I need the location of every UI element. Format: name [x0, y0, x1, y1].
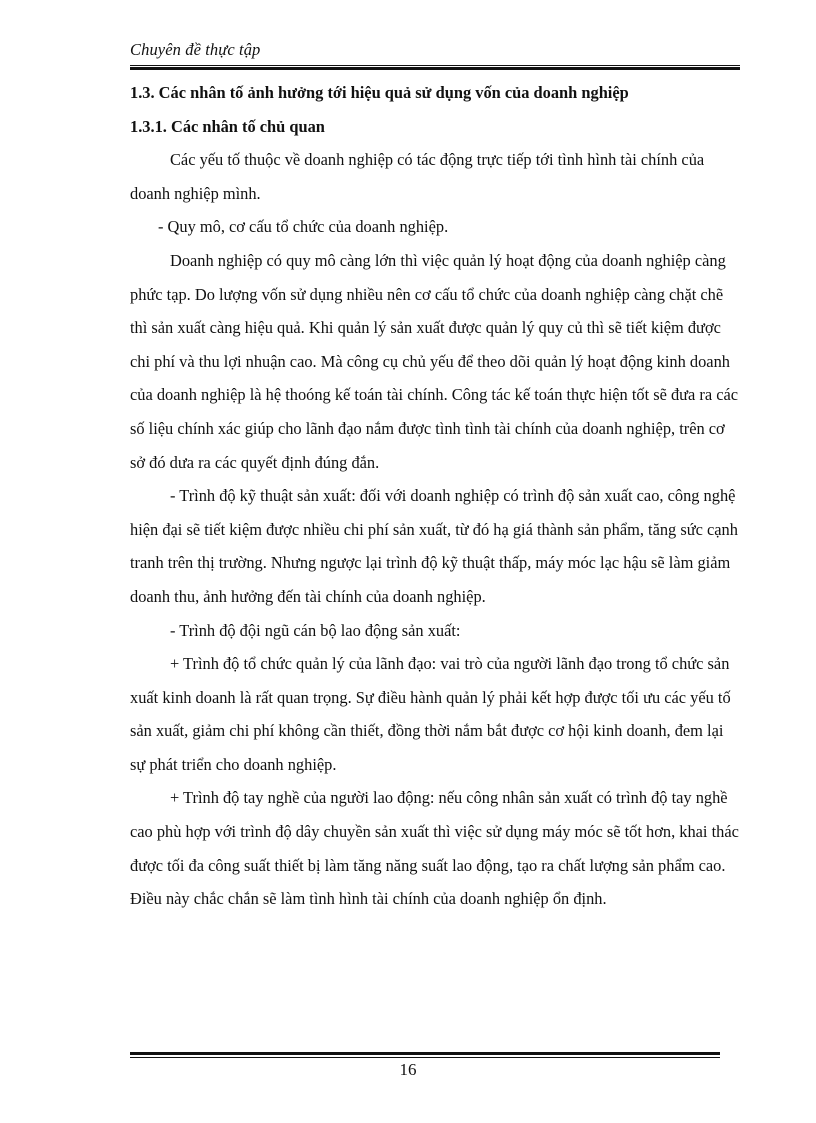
- bullet-item: - Quy mô, cơ cấu tổ chức của doanh nghiệp.: [158, 217, 449, 237]
- subsection-heading: 1.3.1. Các nhân tố chủ quan: [130, 116, 325, 136]
- paragraph: + Trình độ tay nghề của người lao động: nếu công nhân sản xuất có trình độ tay nghề cao phù hợp với trình độ dây chuyền sản xuất thì việc sử dụng máy móc sẽ tốt hơn, khai thác được tối đa công suất thiết bị làm tăng năng suất lao động, tạo ra chất lượng sản phẩm cao. Điều này chắc chắn sẽ làm tình hình tài chính của doanh nghiệp ổn định.: [130, 788, 739, 909]
- section-heading: 1.3. Các nhân tố ảnh hưởng tới hiệu quả sử dụng vốn của doanh nghiệp: [130, 83, 629, 102]
- footer-rule-thick: [130, 1052, 720, 1055]
- paragraph: Các yếu tố thuộc về doanh nghiệp có tác động trực tiếp tới tình hình tài chính của doanh nghiệp mình.: [130, 150, 705, 203]
- footer-rule-thin: [130, 1057, 720, 1058]
- bullet-item: - Trình độ đội ngũ cán bộ lao động sản xuất:: [170, 620, 461, 640]
- header-rule-thin: [130, 65, 740, 66]
- paragraph: - Trình độ kỹ thuật sản xuất: đối với doanh nghiệp có trình độ sản xuất cao, công nghệ hiện đại sẽ tiết kiệm được nhiều chi phí sản xuất, từ đó hạ giá thành sản phẩm, tăng sức cạnh tranh trên thị trường. Nhưng ngược lại trình độ kỹ thuật thấp, máy móc lạc hậu sẽ làm giảm doanh thu, ảnh hưởng đến tài chính của doanh nghiệp.: [130, 486, 738, 606]
- header-rule-thick: [130, 67, 740, 70]
- page-number: 16: [399, 1060, 417, 1079]
- paragraph: Doanh nghiệp có quy mô càng lớn thì việc quản lý hoạt động của doanh nghiệp càng phức tạp. Do lượng vốn sử dụng nhiều nên cơ cấu tổ chức của doanh nghiệp càng chặt chẽ thì sản xuất càng hiệu quả. Khi quản lý sản xuất được quản lý quy củ thì sẽ tiết kiệm được chi phí và thu lợi nhuận cao. Mà công cụ chủ yếu để theo dõi quản lý hoạt động kinh doanh của doanh nghiệp là hệ thoóng kế toán tài chính. Công tác kế toán thực hiện tốt sẽ đưa ra các số liệu chính xác giúp cho lãnh đạo nắm được tình tình tài chính của doanh nghiệp, trên cơ sở đó dưa ra các quyết định đúng đắn.: [130, 250, 739, 472]
- running-header-title: Chuyên đề thực tập: [130, 40, 261, 59]
- page-body: [130, 76, 740, 916]
- paragraph: + Trình độ tổ chức quản lý của lãnh đạo: vai trò của người lãnh đạo trong tổ chức sản xuất kinh doanh là rất quan trọng. Sự điều hành quản lý phải kết hợp được tối ưu các yếu tố sản xuất, giảm chi phí không cần thiết, đồng thời nắm bắt được cơ hội kinh doanh, đem lại sự phát triển cho doanh nghiệp.: [130, 654, 731, 774]
